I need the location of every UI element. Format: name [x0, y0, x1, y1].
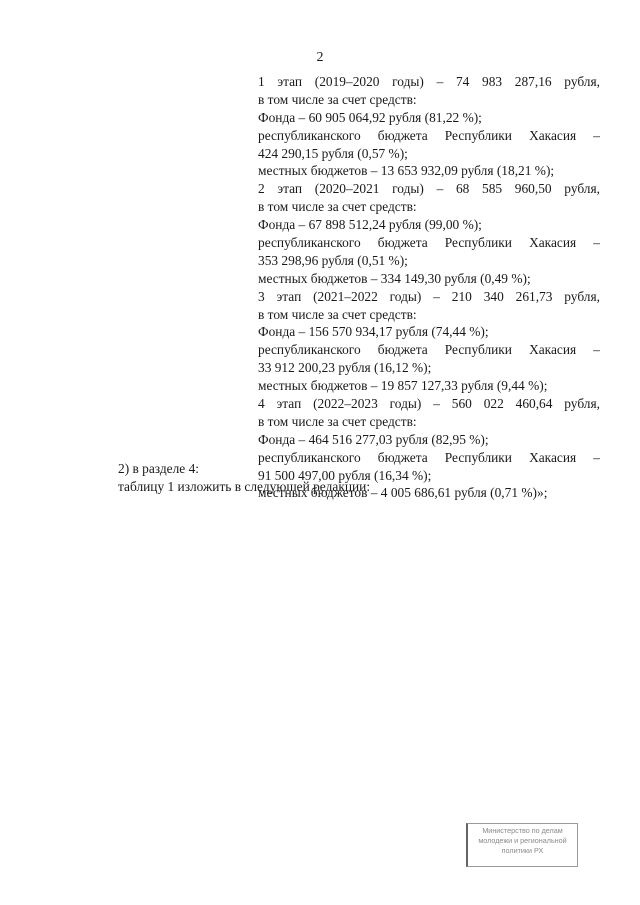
fund-share-line: Фонда – 156 570 934,17 рубля (74,44 %); [258, 324, 489, 340]
section-item: 2) в разделе 4: [118, 461, 200, 476]
republic-budget-amount: 91 500 497,00 рубля (16,34 %); [258, 467, 432, 483]
republic-budget-line: республиканского бюджета Республики Хакасия – [258, 449, 600, 465]
republic-budget-amount: 33 912 200,23 рубля (16,12 %); [258, 360, 432, 376]
funding-intro-line: в том числе за счет средств: [258, 91, 417, 107]
stage-3-total: 3 этап (2021–2022 годы) – 210 340 261,73 рубля, [258, 288, 600, 304]
table-instruction: таблицу 1 изложить в следующей редакции: [118, 478, 371, 494]
stamp-line: Министерство по делам [482, 826, 563, 835]
republic-budget-amount: 424 290,15 рубля (0,57 %); [258, 145, 408, 161]
funding-intro-line: в том числе за счет средств: [258, 199, 417, 215]
fund-share-line: Фонда – 464 516 277,03 рубля (82,95 %); [258, 431, 489, 447]
local-budgets-line: местных бюджетов – 19 857 127,33 рубля (9,44 %); [258, 378, 548, 394]
local-budgets-line: местных бюджетов – 4 005 686,61 рубля (0,71 %)»; [258, 485, 548, 501]
funding-intro-line: в том числе за счет средств: [258, 413, 417, 429]
republic-budget-line: республиканского бюджета Республики Хакасия – [258, 235, 600, 251]
stage-4-total: 4 этап (2022–2023 годы) – 560 022 460,64 рубля, [258, 396, 600, 412]
stamp-line: молодежи и региональной [478, 836, 567, 845]
local-budgets-line: местных бюджетов – 334 149,30 рубля (0,49 %); [258, 270, 531, 286]
page-number: 2 [316, 50, 324, 65]
ministry-stamp [466, 823, 578, 867]
stage-2-total: 2 этап (2020–2021 годы) – 68 585 960,50 рубля, [258, 181, 600, 197]
republic-budget-amount: 353 298,96 рубля (0,51 %); [258, 252, 408, 268]
stamp-line: политики РХ [501, 846, 544, 855]
stage-1-total: 1 этап (2019–2020 годы) – 74 983 287,16 рубля, [258, 74, 600, 89]
republic-budget-line: республиканского бюджета Республики Хакасия – [258, 127, 600, 143]
local-budgets-line: местных бюджетов – 13 653 932,09 рубля (18,21 %); [258, 163, 555, 179]
fund-share-line: Фонда – 60 905 064,92 рубля (81,22 %); [258, 109, 482, 125]
amendment-block [118, 460, 370, 496]
funding-intro-line: в том числе за счет средств: [258, 306, 417, 322]
stage-funding-list [258, 73, 600, 502]
republic-budget-line: республиканского бюджета Республики Хакасия – [258, 342, 600, 358]
fund-share-line: Фонда – 67 898 512,24 рубля (99,00 %); [258, 217, 482, 233]
